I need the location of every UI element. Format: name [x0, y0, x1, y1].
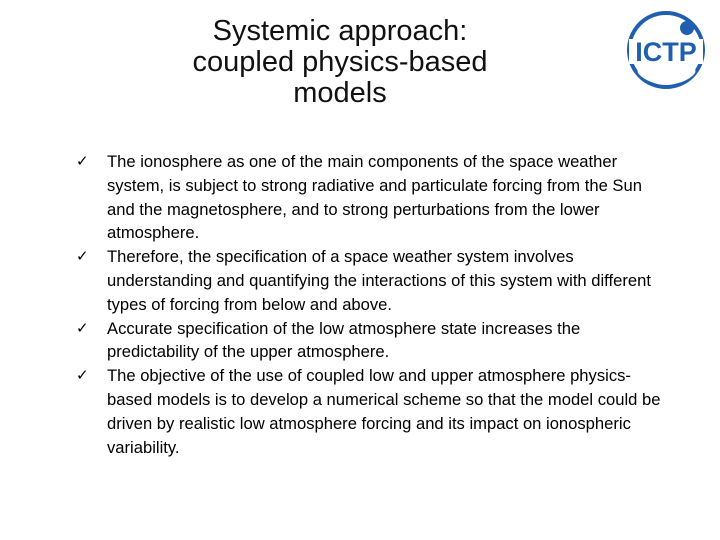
title-line-2: coupled physics-based	[192, 46, 488, 78]
slide-title	[120, 16, 560, 109]
bullet-item	[76, 150, 666, 245]
check-mark-icon: ✓	[76, 366, 89, 385]
title-line-3: models	[293, 77, 387, 109]
check-mark-icon: ✓	[76, 152, 89, 170]
bullet-list	[76, 150, 666, 459]
check-mark-icon: ✓	[76, 247, 89, 266]
ictp-logo	[626, 10, 706, 90]
bullet-text: Therefore, the specification of a space weather system involves understanding and quantifying the interactions of this system with different types of forcing from below and above.	[107, 247, 651, 314]
title-line-1: Systemic approach:	[212, 15, 468, 47]
bullet-item	[76, 364, 666, 459]
bullet-text: Accurate specification of the low atmosphere state increases the predictability of the upper atmosphere.	[107, 318, 581, 362]
bullet-item	[76, 245, 666, 316]
bullet-text: The objective of the use of coupled low and upper atmosphere physics-based models is to develop a numerical scheme so that the model could be driven by realistic low atmosphere forcing and its impact on ionospheric variability.	[107, 366, 661, 457]
bullet-item	[76, 317, 666, 365]
check-mark-icon: ✓	[76, 318, 89, 337]
ictp-logo-text: ICTP	[635, 37, 697, 67]
bullet-text: The ionosphere as one of the main components of the space weather system, is subject to strong radiative and particulate forcing from the Sun and the magnetosphere, and to strong perturbations from the lower atmosphere.	[107, 152, 642, 243]
